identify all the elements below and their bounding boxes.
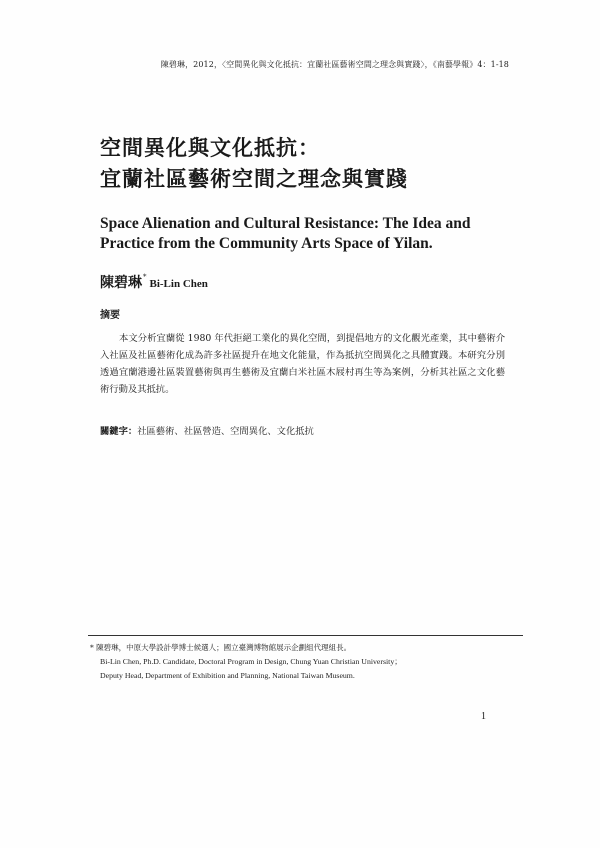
keywords-line — [100, 423, 314, 437]
english-title-line-2: Practice from the Community Arts Space of Yilan. — [100, 235, 433, 252]
author-name-english: Bi-Lin Chen — [149, 278, 208, 290]
keywords-terms: 社區藝術、社區營造、空間異化、文化抵抗 — [137, 426, 314, 437]
chinese-title-line-1: 空間異化與文化抵抗： — [100, 136, 320, 160]
chinese-title-line-2: 宜蘭社區藝術空間之理念與實踐 — [100, 167, 408, 191]
footnote-line-english-2: Deputy Head, Department of Exhibition and Planning, National Taiwan Museum. — [100, 671, 355, 680]
page-number: 1 — [481, 711, 486, 722]
keywords-label: 關鍵字： — [100, 426, 138, 437]
footnote-divider — [88, 635, 523, 636]
author-footnote — [90, 641, 520, 683]
footnote-line-english-1: Bi-Lin Chen, Ph.D. Candidate, Doctoral Program in Design, Chung Yuan Christian University； — [100, 657, 403, 666]
author-line — [100, 272, 208, 292]
abstract-body — [100, 330, 505, 398]
english-title — [100, 214, 540, 254]
abstract-heading: 摘要 — [100, 310, 120, 321]
abstract-paragraph: 本文分析宜蘭從 1980 年代拒絕工業化的異化空間，到提倡地方的文化觀光產業，其中藝術介入社區及社區藝術化成為許多社區提升在地文化能量，作為抵抗空間異化之具體實踐。本研究分別透過宜蘭港邊社區裝置藝術與再生藝術及宜蘭白米社區木屐村再生等為案例，分析其社區之文化藝術行動及其抵抗。 — [100, 333, 505, 395]
chinese-title — [100, 133, 520, 195]
footnote-line-chinese: * 陳碧琳，中原大學設計學博士候選人；國立臺灣博物館展示企劃組代理組長。 — [90, 643, 352, 652]
english-title-line-1: Space Alienation and Cultural Resistance: The Idea and — [100, 215, 471, 232]
author-footnote-marker: * — [143, 273, 147, 281]
author-name-chinese: 陳碧琳 — [100, 275, 142, 291]
running-head-citation: 陳碧琳，2012，〈空間異化與文化抵抗：宜蘭社區藝術空間之理念與實踐〉，《南藝學報》4：1-18 — [160, 60, 509, 69]
